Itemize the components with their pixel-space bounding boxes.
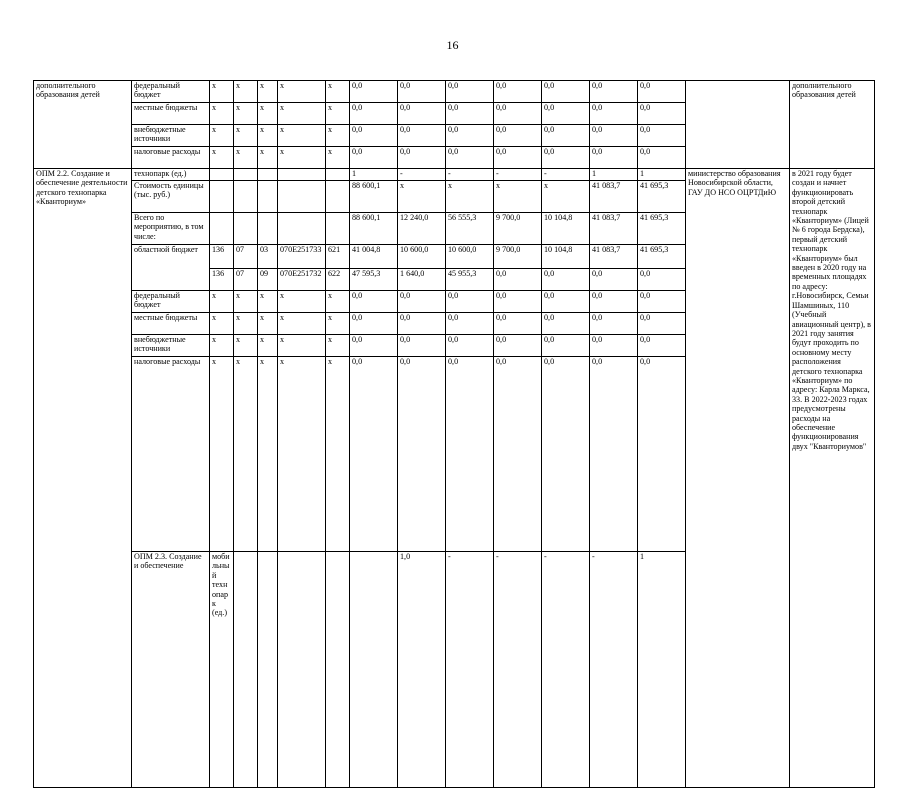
code-cell [326, 552, 350, 788]
code-cell: x [278, 147, 326, 169]
code-cell: x [258, 147, 278, 169]
value-cell: 0,0 [638, 357, 686, 552]
code-cell: x [326, 313, 350, 335]
code-cell: x [326, 147, 350, 169]
source-cell: Всего по мероприятию, в том числе: [132, 213, 210, 245]
value-cell: 0,0 [494, 269, 542, 291]
code-cell: 09 [258, 269, 278, 291]
value-cell: 41 083,7 [590, 181, 638, 213]
value-cell: 9 700,0 [494, 245, 542, 269]
code-cell: x [326, 357, 350, 552]
value-cell: 0,0 [350, 147, 398, 169]
code-cell [278, 552, 326, 788]
code-cell: 070E251732 [278, 269, 326, 291]
value-cell: 0,0 [494, 103, 542, 125]
value-cell: 0,0 [542, 357, 590, 552]
code-cell: x [278, 81, 326, 103]
source-cell: мобильный технопарк (ед.) [210, 552, 234, 788]
code-cell: x [326, 103, 350, 125]
value-cell: 41 695,3 [638, 181, 686, 213]
source-cell: федеральный бюджет [132, 291, 210, 313]
value-cell: 0,0 [398, 81, 446, 103]
code-cell [234, 213, 258, 245]
value-cell: 47 595,3 [350, 269, 398, 291]
value-cell: 0,0 [494, 335, 542, 357]
value-cell: x [446, 181, 494, 213]
value-cell: 0,0 [446, 147, 494, 169]
value-cell: 10 104,8 [542, 213, 590, 245]
code-cell: x [258, 81, 278, 103]
value-cell: 0,0 [350, 357, 398, 552]
value-cell: 0,0 [494, 357, 542, 552]
value-cell: 0,0 [638, 147, 686, 169]
code-cell: 07 [234, 245, 258, 269]
source-cell: местные бюджеты [132, 313, 210, 335]
code-cell: x [258, 103, 278, 125]
value-cell: 1 [350, 169, 398, 181]
code-cell: x [234, 103, 258, 125]
code-cell: x [258, 313, 278, 335]
value-cell: 41 695,3 [638, 213, 686, 245]
value-cell: 1 [638, 169, 686, 181]
value-cell: x [398, 181, 446, 213]
source-cell: федеральный бюджет [132, 81, 210, 103]
table-row [34, 169, 875, 181]
value-cell: 0,0 [590, 125, 638, 147]
code-cell: 136 [210, 245, 234, 269]
value-cell: - [494, 169, 542, 181]
code-cell: x [278, 125, 326, 147]
executor-cell: министерство образования Новосибирской области, ГАУ ДО НСО ОЦРТДиЮ [686, 169, 790, 788]
measure-name-cell: ОПМ 2.2. Создание и обеспечение деятельности детского технопарка «Кванториум» [34, 169, 132, 788]
value-cell: 0,0 [398, 103, 446, 125]
source-cell: технопарк (ед.) [132, 169, 210, 181]
code-cell [258, 169, 278, 181]
code-cell [278, 181, 326, 213]
code-cell: x [278, 103, 326, 125]
value-cell: - [542, 169, 590, 181]
code-cell [210, 213, 234, 245]
code-cell [258, 181, 278, 213]
value-cell: x [542, 181, 590, 213]
source-cell: областной бюджет [132, 245, 210, 291]
value-cell: 0,0 [542, 125, 590, 147]
code-cell: 136 [210, 269, 234, 291]
code-cell: x [234, 335, 258, 357]
value-cell: - [446, 169, 494, 181]
value-cell: 0,0 [590, 81, 638, 103]
value-cell: 0,0 [350, 335, 398, 357]
value-cell: 0,0 [446, 125, 494, 147]
value-cell: 1 [638, 552, 686, 788]
source-cell: налоговые расходы [132, 147, 210, 169]
source-cell: местные бюджеты [132, 103, 210, 125]
code-cell: x [326, 291, 350, 313]
code-cell: x [210, 357, 234, 552]
value-cell: 0,0 [350, 81, 398, 103]
value-cell: x [494, 181, 542, 213]
code-cell: 07 [234, 269, 258, 291]
code-cell: x [258, 125, 278, 147]
code-cell [278, 213, 326, 245]
value-cell: 0,0 [446, 357, 494, 552]
value-cell: 0,0 [398, 357, 446, 552]
value-cell: 0,0 [398, 147, 446, 169]
value-cell: 56 555,3 [446, 213, 494, 245]
value-cell: 0,0 [542, 335, 590, 357]
result-cell: в 2021 году будет создан и начнет функционировать второй детский технопарк «Кванториум» (Лицей № 6 города Бердска), первый детский технопарк «Кванториум» был введен в 2020 году на временных площадях по адресу: г.Новосибирск, Семьи Шамшиных, 110 (Учебный авиационный центр), в 2021 году занятия будут проходить по основному месту расположения детского технопарка «Кванториум» по адресу: Карла Маркса, 33. В 2022-2023 годах предусмотрены расходы на обеспечение функционирования двух "Кванториумов" [790, 169, 875, 788]
code-cell [234, 181, 258, 213]
code-cell: x [278, 357, 326, 552]
value-cell: 0,0 [542, 81, 590, 103]
value-cell: 45 955,3 [446, 269, 494, 291]
value-cell: 88 600,1 [350, 213, 398, 245]
code-cell: x [234, 291, 258, 313]
source-cell: налоговые расходы [132, 357, 210, 552]
value-cell: 0,0 [638, 335, 686, 357]
code-cell: x [210, 335, 234, 357]
value-cell: 10 600,0 [446, 245, 494, 269]
value-cell: 1,0 [398, 552, 446, 788]
source-cell: Стоимость единицы (тыс. руб.) [132, 181, 210, 213]
value-cell: 0,0 [446, 81, 494, 103]
value-cell: 0,0 [590, 357, 638, 552]
result-cell: дополнительного образования детей [790, 81, 875, 169]
value-cell: 0,0 [446, 103, 494, 125]
value-cell: 10 600,0 [398, 245, 446, 269]
value-cell: 0,0 [590, 313, 638, 335]
value-cell: 0,0 [446, 291, 494, 313]
value-cell: - [446, 552, 494, 788]
code-cell: x [210, 313, 234, 335]
table-row [34, 81, 875, 103]
value-cell: 41 083,7 [590, 213, 638, 245]
executor-cell [686, 81, 790, 169]
value-cell: - [590, 552, 638, 788]
value-cell: 0,0 [542, 103, 590, 125]
value-cell: 0,0 [590, 291, 638, 313]
value-cell: 0,0 [590, 269, 638, 291]
code-cell: 622 [326, 269, 350, 291]
value-cell: 0,0 [638, 103, 686, 125]
code-cell [350, 552, 398, 788]
code-cell: x [278, 313, 326, 335]
value-cell: - [398, 169, 446, 181]
program-table [33, 80, 875, 788]
value-cell: 0,0 [542, 313, 590, 335]
value-cell: 0,0 [350, 313, 398, 335]
code-cell: x [326, 81, 350, 103]
value-cell: 0,0 [398, 335, 446, 357]
value-cell: 0,0 [590, 335, 638, 357]
value-cell: 0,0 [446, 335, 494, 357]
value-cell: 0,0 [590, 103, 638, 125]
value-cell: - [542, 552, 590, 788]
code-cell: x [210, 103, 234, 125]
value-cell: 0,0 [398, 291, 446, 313]
code-cell [326, 213, 350, 245]
value-cell: 0,0 [494, 81, 542, 103]
value-cell: 0,0 [638, 269, 686, 291]
code-cell: x [278, 335, 326, 357]
code-cell [326, 169, 350, 181]
code-cell: x [234, 81, 258, 103]
code-cell [258, 213, 278, 245]
value-cell: 0,0 [350, 125, 398, 147]
value-cell: 0,0 [542, 147, 590, 169]
measure-name-cell: ОПМ 2.3. Создание и обеспечение [132, 552, 210, 788]
value-cell: 88 600,1 [350, 181, 398, 213]
code-cell: x [258, 335, 278, 357]
value-cell: 9 700,0 [494, 213, 542, 245]
code-cell: x [258, 291, 278, 313]
code-cell: 621 [326, 245, 350, 269]
code-cell [210, 181, 234, 213]
code-cell: x [234, 125, 258, 147]
code-cell: x [258, 357, 278, 552]
code-cell: x [210, 291, 234, 313]
value-cell: 10 104,8 [542, 245, 590, 269]
value-cell: 0,0 [494, 313, 542, 335]
source-cell: внебюджетные источники [132, 335, 210, 357]
code-cell: x [278, 291, 326, 313]
code-cell: 070E251733 [278, 245, 326, 269]
value-cell: 0,0 [350, 103, 398, 125]
measure-name-cell: дополнительного образования детей [34, 81, 132, 169]
value-cell: - [494, 552, 542, 788]
source-cell: внебюджетные источники [132, 125, 210, 147]
code-cell [326, 181, 350, 213]
value-cell: 1 640,0 [398, 269, 446, 291]
value-cell: 0,0 [638, 81, 686, 103]
value-cell: 0,0 [638, 313, 686, 335]
value-cell: 0,0 [494, 291, 542, 313]
code-cell [210, 169, 234, 181]
code-cell: x [234, 147, 258, 169]
code-cell: x [210, 81, 234, 103]
code-cell: x [210, 125, 234, 147]
code-cell: x [234, 357, 258, 552]
value-cell: 0,0 [638, 125, 686, 147]
page-number: 16 [446, 38, 459, 52]
value-cell: 0,0 [542, 291, 590, 313]
value-cell: 0,0 [398, 313, 446, 335]
value-cell: 41 083,7 [590, 245, 638, 269]
code-cell: 03 [258, 245, 278, 269]
value-cell: 12 240,0 [398, 213, 446, 245]
value-cell: 0,0 [590, 147, 638, 169]
code-cell [234, 552, 258, 788]
code-cell [278, 169, 326, 181]
value-cell: 0,0 [398, 125, 446, 147]
value-cell: 0,0 [446, 313, 494, 335]
code-cell [258, 552, 278, 788]
value-cell: 41 695,3 [638, 245, 686, 269]
value-cell: 0,0 [638, 291, 686, 313]
value-cell: 0,0 [542, 269, 590, 291]
value-cell: 0,0 [350, 291, 398, 313]
value-cell: 1 [590, 169, 638, 181]
value-cell: 0,0 [494, 125, 542, 147]
value-cell: 41 004,8 [350, 245, 398, 269]
code-cell [234, 169, 258, 181]
code-cell: x [210, 147, 234, 169]
code-cell: x [326, 335, 350, 357]
value-cell: 0,0 [494, 147, 542, 169]
code-cell: x [234, 313, 258, 335]
code-cell: x [326, 125, 350, 147]
